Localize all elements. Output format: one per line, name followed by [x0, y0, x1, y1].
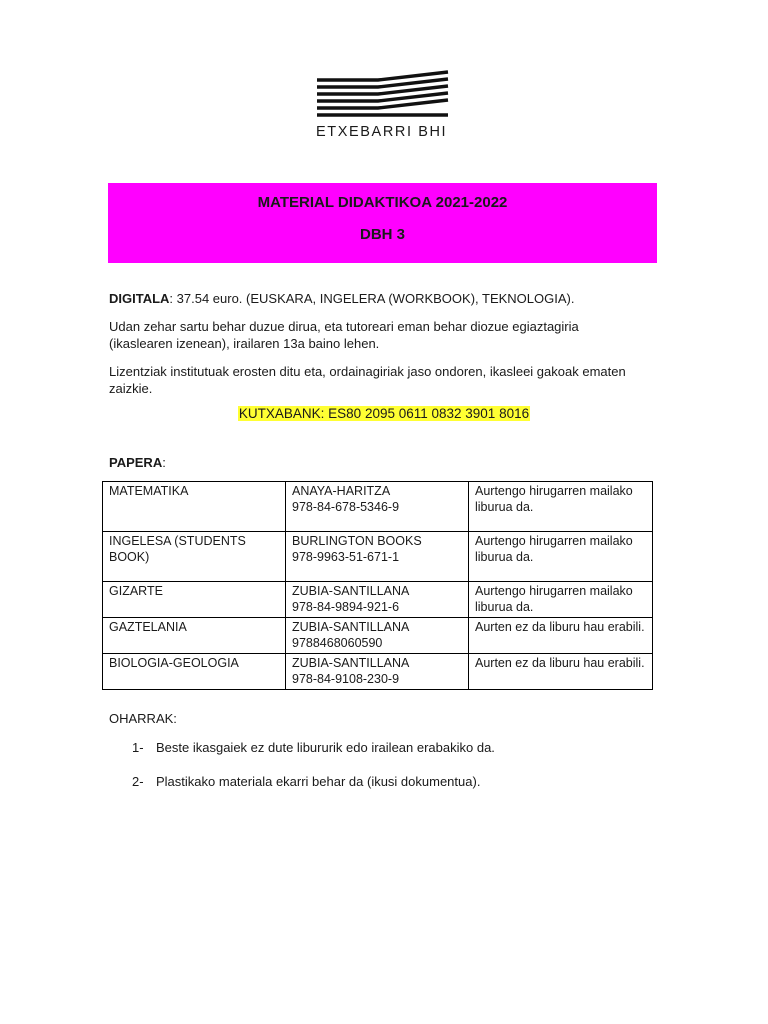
note-cell: Aurtengo hirugarren mailako liburua da.: [469, 532, 653, 582]
subject-cell: GAZTELANIA: [103, 618, 286, 654]
bank-account-highlight: KUTXABANK: ES80 2095 0611 0832 3901 8016: [238, 406, 530, 421]
school-logo: [316, 70, 450, 142]
subject-cell: BIOLOGIA-GEOLOGIA: [103, 654, 286, 690]
table-row: [103, 582, 653, 618]
document-subtitle: DBH 3: [359, 226, 405, 243]
note-cell: Aurtengo hirugarren mailako liburua da.: [469, 582, 653, 618]
title-banner: [108, 183, 657, 263]
books-table: [102, 481, 653, 690]
isbn: 9788468060590: [292, 636, 383, 650]
note-item: [132, 773, 480, 790]
paper-heading: [109, 454, 629, 471]
note-text: Beste ikasgaiek ez dute libururik edo irailean erabakiko da.: [156, 740, 495, 755]
isbn: 978-84-678-5346-9: [292, 500, 400, 514]
isbn: 978-84-9108-230-9: [292, 672, 400, 686]
note-number: 1-: [132, 740, 144, 755]
note-cell: Aurtengo hirugarren mailako liburua da.: [469, 482, 653, 532]
note-text: Plastikako materiala ekarri behar da (ikusi dokumentua).: [156, 774, 481, 789]
isbn: 978-9963-51-671-1: [292, 550, 400, 564]
bank-account: [0, 406, 768, 421]
publisher-cell: [286, 482, 469, 532]
note-number: 2-: [132, 774, 144, 789]
book-stripes-icon: [316, 70, 450, 120]
note-cell: Aurten ez da liburu hau erabili.: [469, 654, 653, 690]
publisher-cell: [286, 582, 469, 618]
subject-cell: GIZARTE: [103, 582, 286, 618]
payment-paragraph: Udan zehar sartu behar duzue dirua, eta tutoreari eman behar diozue egiaztagiria (ikaslearen izenean), irailaren 13a baino lehen.: [109, 319, 579, 351]
isbn: 978-84-9894-921-6: [292, 600, 400, 614]
subject-cell: INGELESA (STUDENTS BOOK): [103, 532, 286, 582]
publisher-name: ZUBIA-SANTILLANA: [292, 656, 410, 670]
digital-text: : 37.54 euro. (EUSKARA, INGELERA (WORKBOOK), TEKNOLOGIA).: [169, 291, 575, 306]
paper-colon: :: [162, 455, 166, 470]
table-row: [103, 482, 653, 532]
table-row: [103, 654, 653, 690]
publisher-cell: [286, 618, 469, 654]
note-cell: Aurten ez da liburu hau erabili.: [469, 618, 653, 654]
license-paragraph: Lizentziak institutuak erosten ditu eta, ordainagiriak jaso ondoren, ikasleei gakoak ematen zaizkie.: [109, 364, 626, 396]
publisher-cell: [286, 654, 469, 690]
table-row: [103, 532, 653, 582]
publisher-cell: [286, 532, 469, 582]
notes-heading: OHARRAK:: [109, 711, 177, 726]
table-row: [103, 618, 653, 654]
digital-line: [109, 290, 629, 307]
note-item: [132, 739, 495, 756]
publisher-name: ZUBIA-SANTILLANA: [292, 620, 410, 634]
publisher-name: ANAYA-HARITZA: [292, 484, 391, 498]
digital-label: DIGITALA: [109, 291, 170, 306]
paper-label: PAPERA: [109, 455, 163, 470]
publisher-name: BURLINGTON BOOKS: [292, 534, 422, 548]
logo-wordmark: ETXEBARRI BHI: [316, 124, 448, 140]
publisher-name: ZUBIA-SANTILLANA: [292, 584, 410, 598]
document-title: MATERIAL DIDAKTIKOA 2021-2022: [257, 194, 508, 211]
subject-cell: MATEMATIKA: [103, 482, 286, 532]
